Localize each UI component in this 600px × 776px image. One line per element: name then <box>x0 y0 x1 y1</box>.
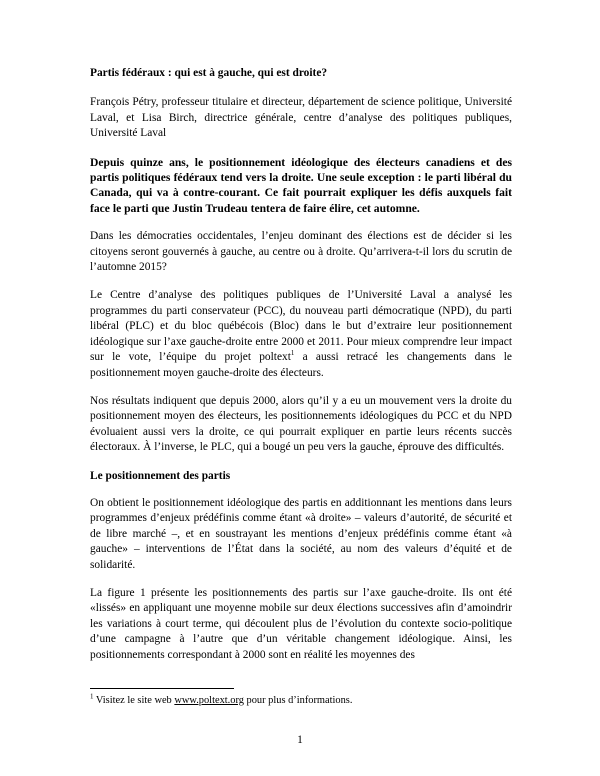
paragraph-method <box>90 288 512 380</box>
footnote-text-1: Visitez le site web <box>93 695 175 706</box>
footnote-reference[interactable]: 1 <box>290 349 295 358</box>
paragraph-results: Nos résultats indiquent que depuis 2000, alors qu’il y a eu un mouvement vers la droite du positionnement moyen des électeurs, les positionnements idéologiques du PCC et du NPD évoluaient aussi vers la droite, ce qui pourrait expliquer en partie leurs récents succès électoraux. À l’inverse, le PLC, qui a bougé un peu vers la gauche, éprouve des difficultés. <box>90 394 512 454</box>
article-title: Partis fédéraux : qui est à gauche, qui est droite? <box>90 67 328 79</box>
paragraph-method-text-2: a aussi retracé les changements dans le positionnement moyen gauche-droite des électeurs. <box>90 351 512 379</box>
poltext-link[interactable]: www.poltext.org <box>174 695 244 706</box>
page-number: 1 <box>297 734 303 746</box>
paragraph-figure: La figure 1 présente les positionnements des partis sur l’axe gauche-droite. Ils ont été «lissés» en appliquant une moyenne mobile sur deux élections successives afin d’amoindrir les variations à court terme, qui découlent plus de l’évolution du contexte socio-politique d’une campagne à l’autre que d’un véritable changement idéologique. Ainsi, les positionnements correspondant à 2000 sont en réalité les moyennes des <box>90 586 512 661</box>
document-body <box>90 66 512 676</box>
footnote-divider <box>90 688 234 689</box>
author-line: François Pétry, professeur titulaire et directeur, département de science politique, Université Laval, et Lisa Birch, directrice générale, centre d’analyse des politiques publiques, Université Laval <box>90 96 512 140</box>
paragraph-positioning: On obtient le positionnement idéologique des partis en additionnant les mentions dans leurs programmes d’enjeux prédéfinis comme étant «à droite» – valeurs d’autorité, de sécurité et de libre marché –, et en soustrayant les mentions d’enjeux prédéfinis comme étant «à gauche» – interventions de l’État dans la société, au nom des valeurs d’équité et de solidarité. <box>90 496 512 571</box>
footnote <box>90 694 512 707</box>
footnote-number: 1 <box>90 692 94 701</box>
paragraph-method-text-1: Le Centre d’analyse des politiques publiques de l’Université Laval a analysé les programmes du parti conservateur (PCC), du nouveau parti démocratique (NPD), du parti libéral (PLC) et du bloc québécois (Bloc) dans le but d’extraire leur positionnement idéologique sur l’axe gauche-droite entre 2000 et 2011. Pour mieux comprendre leur impact sur le vote, l’équipe du projet poltext <box>90 289 512 364</box>
paragraph-intro: Dans les démocraties occidentales, l’enjeu dominant des élections est de décider si les citoyens seront gouvernés à gauche, au centre ou à droite. Qu’arrivera-t-il lors du scrutin de l’automne 2015? <box>90 230 512 274</box>
section-heading: Le positionnement des partis <box>90 469 231 482</box>
lead-paragraph: Depuis quinze ans, le positionnement idéologique des électeurs canadiens et des partis politiques fédéraux tend vers la droite. Une seule exception : le parti libéral du Canada, qui va à contre-courant. Ce fait pourrait expliquer les défis auxquels fait face le parti que Justin Trudeau tentera de faire élire, cet automne. <box>90 155 512 215</box>
footnote-text-2: pour plus d’informations. <box>243 695 353 706</box>
